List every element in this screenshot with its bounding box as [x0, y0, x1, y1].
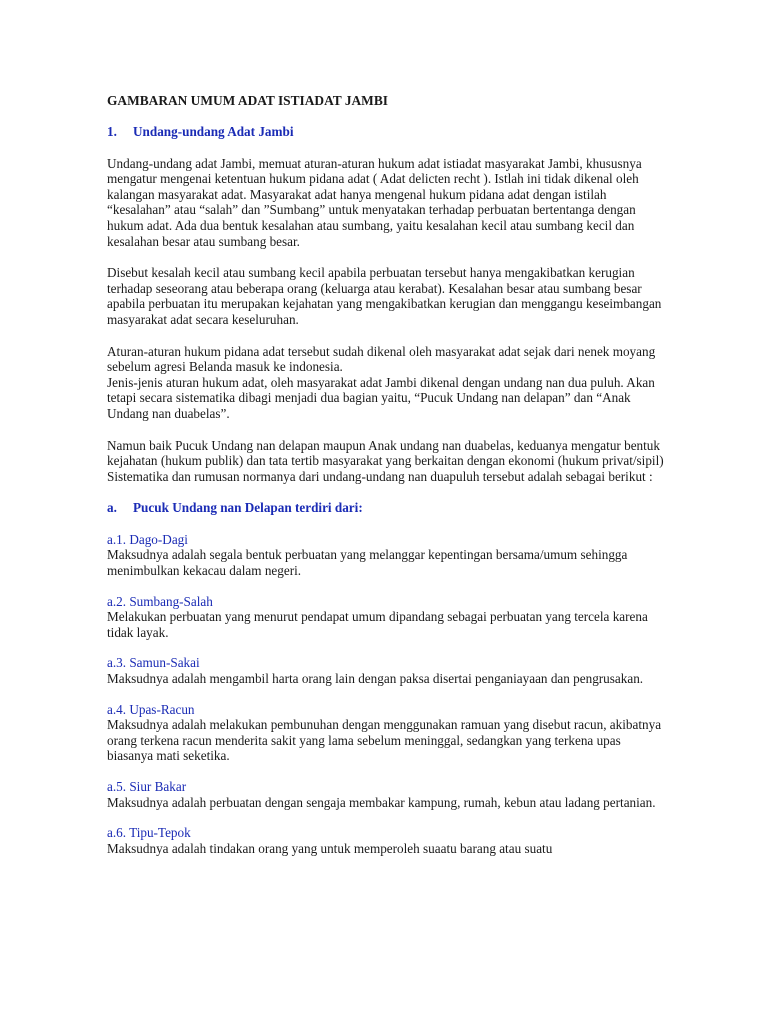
item-label-sumbang-salah: a.2. Sumbang-Salah: [107, 593, 213, 609]
item-label-samun-sakai: a.3. Samun-Sakai: [107, 655, 200, 671]
item-text-sumbang-salah: Melakukan perbuatan yang menurut pendapat umum dipandang sebagai perbuatan yang tercela karena tidak layak.: [107, 609, 648, 640]
section-title: Pucuk Undang nan Delapan terdiri dari:: [133, 500, 363, 516]
paragraph-kesalahan: Disebut kesalah kecil atau sumbang kecil apabila perbuatan tersebut hanya mengakibatkan kerugian terhadap seseorang atau beberapa orang (keluarga atau kerabat). Kesalahan besar atau sumbang besar apabila perbuatan itu merupakan kejahatan yang mengakibatkan kerugian dan menggangu keseimbangan masyarakat adat secara keseluruhan.: [107, 265, 662, 327]
paragraph-jenis: Jenis-jenis aturan hukum adat, oleh masyarakat adat Jambi dikenal dengan undang nan dua puluh. Akan tetapi secara sistematika dibagi menjadi dua bagian yaitu, “Pucuk Undang nan delapan” dan “Anak Undang nan duabelas”.: [107, 374, 655, 421]
item-text-tipu-tepok: Maksudnya adalah tindakan orang yang untuk memperoleh suaatu barang atau suatu: [107, 840, 553, 856]
item-label-tipu-tepok: a.6. Tipu-Tepok: [107, 825, 191, 841]
section-title: Undang-undang Adat Jambi: [133, 124, 294, 139]
paragraph-intro: Undang-undang adat Jambi, memuat aturan-aturan hukum adat istiadat masyarakat Jambi, khususnya mengatur mengenai ketentuan hukum pidana adat ( Adat delicten recht ). Istlah ini tidak dikenal oleh kalangan masyarakat adat. Masyarakat adat hanya mengenal hukum pidana adat dengan istilah “kesalahan” atau “salah” dan ”Sumbang” untuk menyatakan terhadap perbuatan bertentanga dengan hukum adat. Ada dua bentuk kesalahan atau sumbang, yaitu kesalahan kecil atau sumbang kecil dan kesalahan besar atau sumbang besar.: [107, 155, 642, 249]
item-label-dago-dagi: a.1. Dago-Dagi: [107, 531, 188, 547]
section-heading-a: [107, 500, 667, 516]
document-title: GAMBARAN UMUM ADAT ISTIADAT JAMBI: [107, 93, 388, 108]
document-page: [107, 93, 667, 856]
paragraph-history: Aturan-aturan hukum pidana adat tersebut sudah dikenal oleh masyarakat adat sejak dari nenek moyang sebelum agresi Belanda masuk ke indonesia.: [107, 343, 656, 375]
section-heading-1: [107, 124, 667, 140]
section-number: a.: [107, 500, 117, 516]
item-label-siur-bakar: a.5. Siur Bakar: [107, 779, 187, 794]
item-text-siur-bakar: Maksudnya adalah perbuatan dengan sengaja membakar kampung, rumah, kebun atau ladang pertanian.: [107, 794, 656, 810]
paragraph-pucuk-anak: Namun baik Pucuk Undang nan delapan maupun Anak undang nan duabelas, keduanya mengatur bentuk kejahatan (hukum publik) dan tata tertib masyarakat yang berkaitan dengan ekonomi (hukum privat/sipil): [107, 437, 664, 469]
item-text-upas-racun: Maksudnya adalah melakukan pembunuhan dengan menggunakan ramuan yang disebut racun, akibatnya orang terkena racun menderita sakit yang lama sebelum meninggal, sedangkan yang terkena upas biasanya mati seketika.: [107, 717, 662, 764]
paragraph-sistematika: Sistematika dan rumusan normanya dari undang-undang nan duapuluh tersebut adalah sebagai berikut :: [107, 468, 653, 484]
section-number: 1.: [107, 124, 117, 139]
item-text-samun-sakai: Maksudnya adalah mengambil harta orang lain dengan paksa disertai penganiayaan dan pengrusakan.: [107, 671, 644, 687]
item-text-dago-dagi: Maksudnya adalah segala bentuk perbuatan yang melanggar kepentingan bersama/umum sehingga menimbulkan kekacau dalam negeri.: [107, 547, 628, 579]
item-label-upas-racun: a.4. Upas-Racun: [107, 701, 195, 717]
